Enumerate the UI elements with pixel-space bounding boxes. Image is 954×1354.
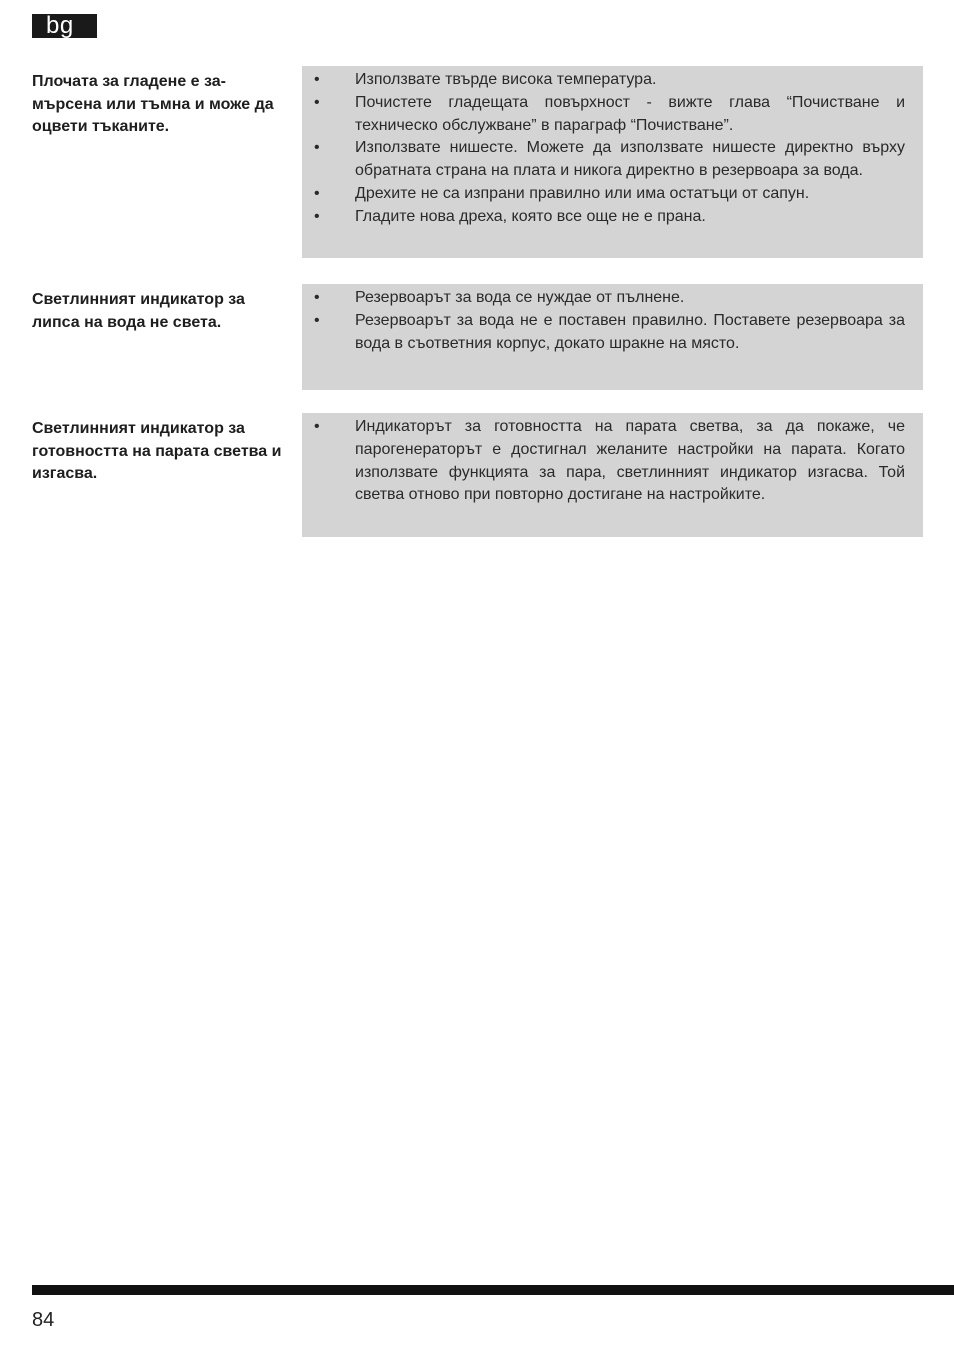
problem-description <box>32 289 287 334</box>
solution-text: Почистете гладещата повърхност - вижте глава “Почистване и техническо обслужване” в параграф “Почистване”. <box>355 93 905 134</box>
solution-item <box>302 69 905 92</box>
solution-text: Резервоарът за вода се нуждае от пълнене. <box>355 289 685 306</box>
solution-text: Индикаторът за готовността на парата светва, за да покаже, че парогенераторът е достигнал желаните настройки на парата. Когато използвате функцията за пара, светлинният индикатор изгасва. Той светва отново при повторно достигане на настройките. <box>355 418 905 504</box>
problem-text: Светлинният индикатор за липса на вода не света. <box>32 291 245 331</box>
bullet-icon: • <box>314 71 320 88</box>
bullet-icon: • <box>314 207 320 225</box>
bullet-icon: • <box>314 184 320 202</box>
solution-text: Използвате нишесте. Можете да използвате нишесте директно върху обратната страна на плата и никога директно в резервоара за вода. <box>355 139 905 180</box>
solution-text: Дрехите не са изпрани правилно или има остатъци от сапун. <box>355 184 810 202</box>
troubleshooting-row <box>32 413 923 537</box>
problem-description <box>32 418 287 486</box>
solution-item <box>302 137 905 183</box>
bullet-icon: • <box>314 311 320 329</box>
language-badge: bg <box>32 14 97 38</box>
bullet-icon: • <box>314 289 320 306</box>
solution-item <box>302 416 905 507</box>
bullet-icon: • <box>314 93 320 111</box>
solution-item <box>302 287 905 310</box>
bullet-icon: • <box>314 418 320 435</box>
solution-item <box>302 183 905 206</box>
solution-text: Резервоарът за вода не е поставен правилно. Поставете резервоара за вода в съответния корпус, докато шракне на място. <box>355 311 905 352</box>
troubleshooting-row <box>32 284 923 390</box>
footer-divider <box>32 1285 954 1295</box>
problem-text: Светлинният индикатор за готовността на парата светва и изгасва. <box>32 420 282 482</box>
solution-text: Гладите нова дреха, която все още не е прана. <box>355 207 706 225</box>
solution-text: Използвате твърде висока температура. <box>355 71 657 88</box>
solution-box <box>302 413 923 537</box>
solution-box <box>302 284 923 390</box>
solution-item <box>302 206 905 229</box>
solution-item <box>302 310 905 356</box>
solution-item <box>302 92 905 138</box>
bullet-icon: • <box>314 139 320 157</box>
problem-text: Плочата за гладене е за-мърсена или тъмна и може да оцвети тъканите. <box>32 73 274 135</box>
solution-box <box>302 66 923 258</box>
troubleshooting-row <box>32 66 923 258</box>
page-number: 84 <box>32 1309 55 1331</box>
problem-description <box>32 71 287 139</box>
